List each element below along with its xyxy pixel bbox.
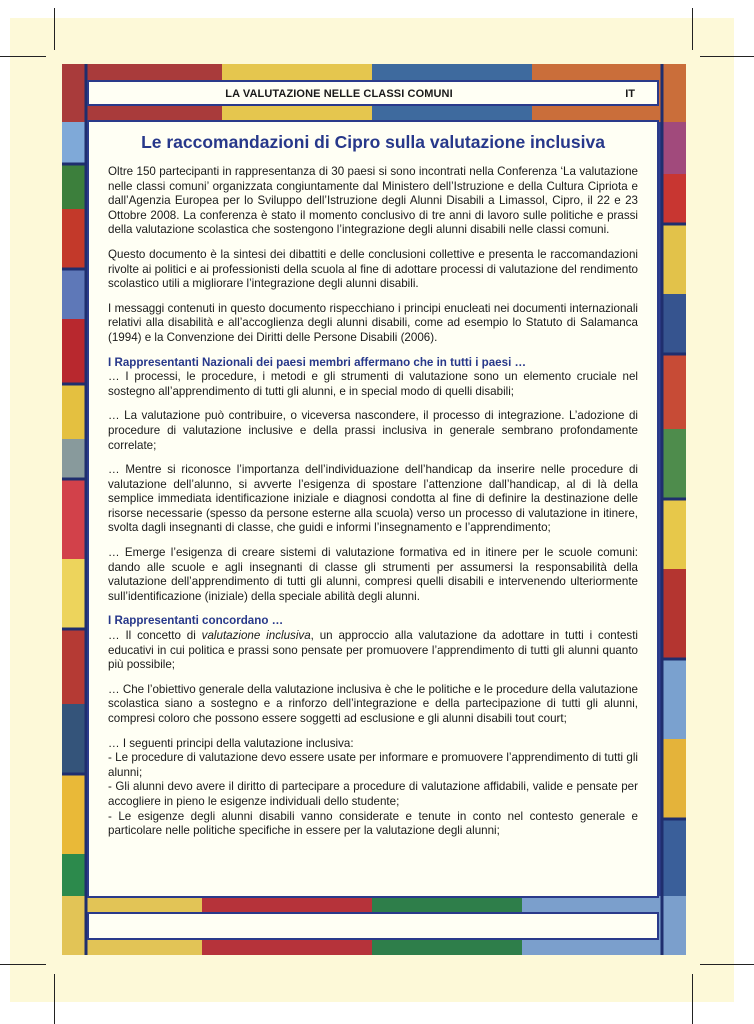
section-title: LA VALUTAZIONE NELLE CLASSI COMUNI xyxy=(225,88,453,100)
crop-mark-bottom-right-horizontal xyxy=(700,964,754,965)
crop-mark-top-left-vertical xyxy=(54,8,55,50)
crop-mark-bottom-left-horizontal xyxy=(0,964,46,965)
paragraph-handicap-identification: … Mentre si riconosce l’importanza dell’individuazione dell’handicap da inserire nelle procedure di valutazione dell’alunno, si avverte l’esigenza di spostare l’attenzione dall’handicap, al di là della semplice immediata identificazione iniziale e diagnosi condotta al fine di definire la destinazione delle risorse necessarie (spesso da persone esterne alla scuola) verso un processo di valutazione in itinere, svolta dagli insegnanti di classe, che guidi e informi l’insegnamento e l’apprendimento; xyxy=(108,463,638,535)
footer-bar xyxy=(87,912,659,940)
heading-national-representatives: I Rappresentanti Nazionali dei paesi membri affermano che in tutti i paesi … xyxy=(108,355,527,369)
principle-item: - Le procedure di valutazione devo essere usate per informare e promuovere l’apprendimento di tutti gli alunni; xyxy=(108,751,638,779)
language-code: IT xyxy=(625,88,635,100)
paragraph-general-objective: … Che l’obiettivo generale della valutazione inclusiva è che le politiche e le procedure della valutazione scolastica siano a sostegno e a rinforzo dell’integrazione e della partecipazione di tutti gli alunni, compresi coloro che possono essere soggetti ad esclusione e gli alunni disabili tout court; xyxy=(108,682,638,725)
concept-prefix: … Il concetto di xyxy=(108,629,202,643)
concept-emphasis: valutazione inclusiva xyxy=(201,629,311,643)
heading-representatives-agree: I Rappresentanti concordano … xyxy=(108,614,284,628)
paragraph-principles: I messaggi contenuti in questo documento rispecchiano i principi enucleati nei documenti internazionali relativi alla disabilità e all’accoglienza degli alunni disabili, come ad esempio lo Statuto di Salamanca (1994) e la Convenzione dei Diritti delle Persone Disabili (2006). xyxy=(108,301,638,344)
principles-intro: … I seguenti principi della valutazione inclusiva: xyxy=(108,736,354,750)
paragraph-summary: Questo documento è la sintesi dei dibattiti e delle conclusioni collettive e presenta le raccomandazioni rivolte ai politici e ai professionisti della scuola al fine di adottare processi di valutazione del rendimento scolastico utili a migliorare l’integrazione degli alunni disabili. xyxy=(108,247,638,291)
crop-mark-bottom-right-vertical xyxy=(692,974,693,1024)
principle-item: - Le esigenze degli alunni disabili vanno considerate e tenute in conto nel contesto generale e particolare nelle politiche specifiche in essere per la valutazione degli alunni; xyxy=(108,809,638,838)
paragraph-assessment-processes: … I processi, le procedure, i metodi e gli strumenti di valutazione sono un elemento cruciale nel sostegno all’apprendimento di tutti gli alunni, e in special modo di quelli disabili; xyxy=(108,370,638,398)
document-title: Le raccomandazioni di Cipro sulla valutazione inclusiva xyxy=(141,132,605,152)
header-bar xyxy=(87,80,659,106)
principle-item: - Gli alunni devo avere il diritto di partecipare a procedure di valutazione affidabili, valide e pensate per accogliere in pieno le esigenze individuali dello studente; xyxy=(108,780,638,808)
crop-mark-top-right-horizontal xyxy=(700,56,754,57)
concept-suffix: , un approccio alla valutazione da adottare in tutti i contesti educativi in cui politica e prassi sono pensate per promuovere l’apprendimento di tutti gli alunni quanto più possibile; xyxy=(108,629,638,672)
paragraph-inclusive-assessment-concept xyxy=(108,629,638,673)
paragraph-formative-assessment: … Emerge l’esigenza di creare sistemi di valutazione formativa ed in itinere per le scuole comuni: dando alle scuole e agli insegnanti di classe gli strumenti per assumersi la responsabilità della valutazione dell’apprendimento di tutti gli alunni, compresi quelli disabili e intervenendo ulteriormente sull’identificazione (iniziale) della speciale abilità degli alunni. xyxy=(108,546,638,603)
crop-mark-top-right-vertical xyxy=(692,8,693,50)
crop-mark-bottom-left-vertical xyxy=(54,974,55,1024)
crop-mark-top-left-horizontal xyxy=(0,56,46,57)
content-panel xyxy=(87,120,659,898)
paragraph-intro: Oltre 150 partecipanti in rappresentanza di 30 paesi si sono incontrati nella Conferenza ‘La valutazione nelle classi comuni’ organizzata congiuntamente dal Ministero dell’Istruzione e della Cultura Cipriota e dall’Agenzia Europea per lo Sviluppo dell’Istruzione degli Alunni Disabili a Limassol, Cipro, il 22 e 23 Ottobre 2008. La conferenza è stato il momento conclusivo di tre anni di lavoro sulle politiche e prassi della valutazione scolastica che sostengono l’integrazione degli alunni disabili nelle classi comuni. xyxy=(108,165,638,237)
document-body xyxy=(108,165,638,839)
principles-list xyxy=(108,737,638,839)
paragraph-assessment-integration: … La valutazione può contribuire, o viceversa nascondere, il processo di integrazione. L’adozione di procedure di valutazione inclusive e della prassi inclusiva in generale sembrano profondamente correlate; xyxy=(108,409,638,452)
